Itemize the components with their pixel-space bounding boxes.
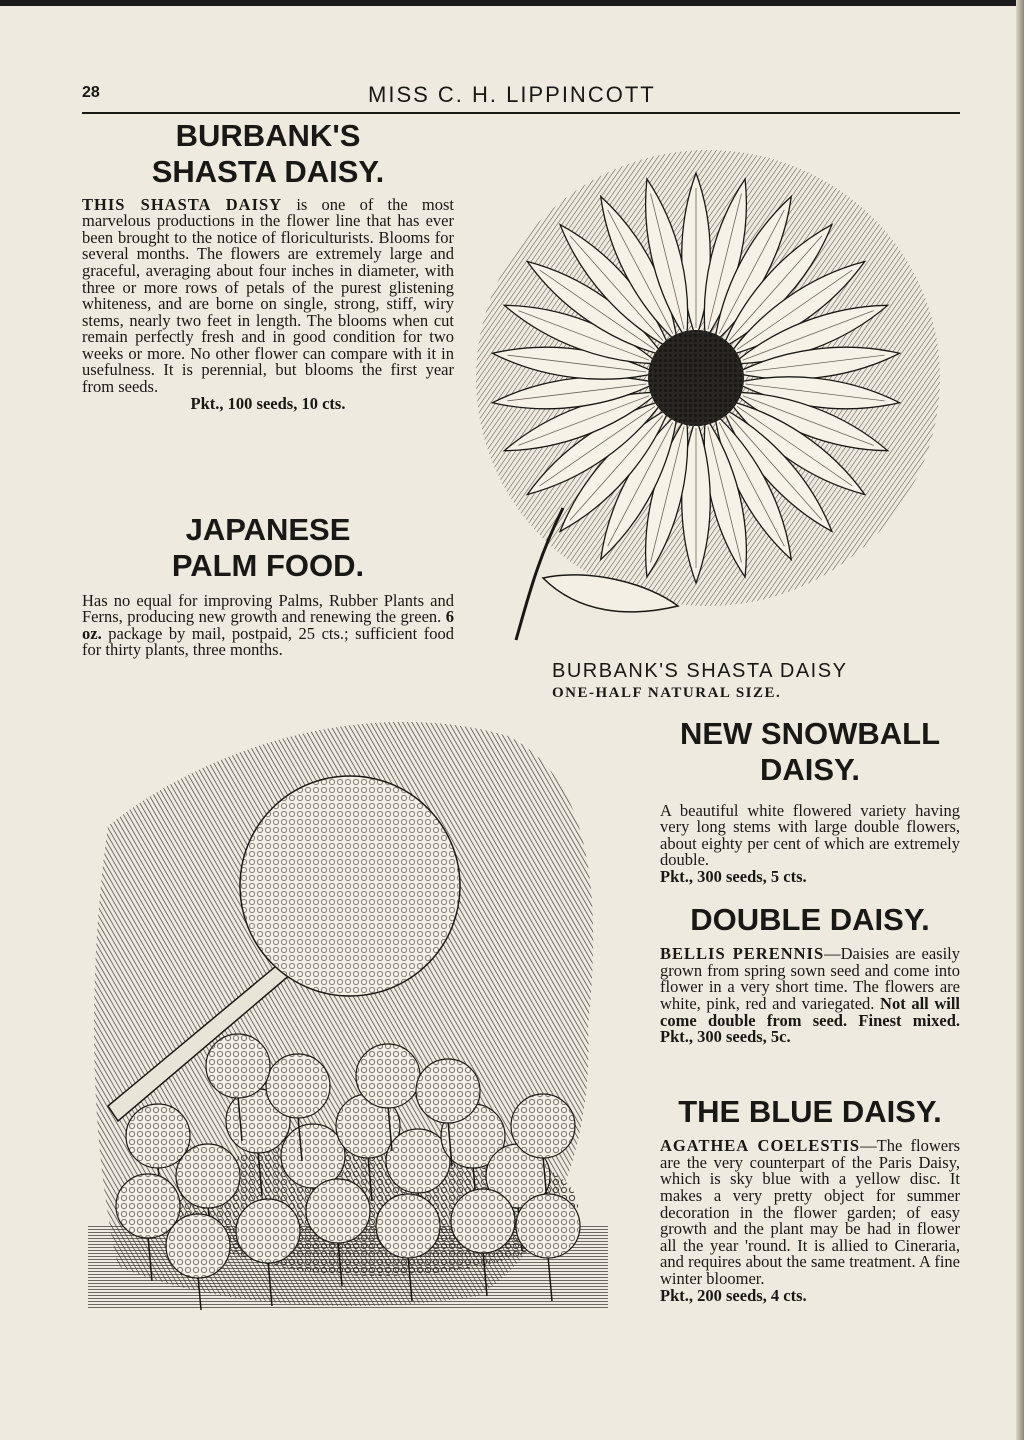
snowball-bloom-texture [176, 1144, 240, 1208]
figure-caption: BURBANK'S SHASTA DAISY [552, 660, 848, 682]
snowball-bloom-texture [236, 1199, 300, 1263]
snowball-bloom-texture [356, 1044, 420, 1108]
snowball-bloom-texture [126, 1104, 190, 1168]
palm-amount: 25 cts. [298, 623, 345, 643]
figure-subcaption: ONE-HALF NATURAL SIZE. [552, 685, 782, 701]
snowball-body [660, 800, 960, 886]
snowball-bloom-texture [166, 1214, 230, 1278]
scan-right-edge [1016, 0, 1024, 1440]
palm-section [82, 512, 454, 659]
snowball-bloom-texture [516, 1194, 580, 1258]
snowball-bloom-texture [386, 1129, 450, 1193]
page-number: 28 [82, 84, 100, 101]
palm-qty: 6 oz. [82, 607, 454, 643]
double-title: DOUBLE DAISY. [690, 902, 930, 937]
snowball-bloom-texture [116, 1174, 180, 1238]
snowball-bloom-texture [206, 1034, 270, 1098]
header-rule [82, 112, 960, 114]
double-section [660, 902, 960, 1046]
blue-price: Pkt., 200 seeds, 4 cts. [660, 1285, 807, 1305]
palm-text-3: ; sufficient food for thirty plants, three months. [82, 623, 454, 660]
snowball-price: Pkt., 300 seeds, 5 cts. [660, 866, 807, 886]
double-lead: BELLIS PERENNIS [660, 944, 825, 964]
shasta-figure-caption [552, 660, 912, 702]
blue-body [660, 1138, 960, 1304]
double-price: Pkt., 300 seeds, 5c. [660, 1027, 791, 1047]
double-note: Not all will come double from seed. Finest mixed. [660, 994, 961, 1030]
shasta-section [82, 118, 454, 412]
palm-body [82, 590, 454, 660]
snowball-bloom-texture [266, 1054, 330, 1118]
palm-text: Has no equal for improving Palms, Rubber Plants and Ferns, producing new growth and renewing the green. [82, 590, 454, 627]
snowball-bloom-texture [451, 1189, 515, 1253]
shasta-text: is one of the most marvelous productions in the flower line that has ever been brought to the notice of floriculturists. Blooms for several months. The flowers are extremely large and graceful, averaging about four inches in diameter, with three or more rows of petals of the purest glistening whiteness, and are borne on single, strong, stiff, wiry stems, nearly two feet in length. The blooms when cut remain perfectly fresh and in good condition for two weeks or more. No other flower can compare with it in usefulness. It is perennial, but blooms the first year from seeds. [82, 194, 455, 397]
blue-text: —The flowers are the very counterpart of the Paris Daisy, which is sky blue with a yellow disc. It makes a very pretty object for summer decoration in the flower garden; of easy growth and the plant may be had in flower all the year 'round. It is allied to Cineraria, and requires about the same treatment. A fine winter bloomer. [660, 1136, 961, 1289]
scan-top-edge [0, 0, 1024, 6]
blue-title: THE BLUE DAISY. [678, 1094, 942, 1129]
snowball-bloom-texture [281, 1124, 345, 1188]
snowball-title: NEW SNOWBALL DAISY. [679, 716, 941, 788]
palm-text-2: package by mail, postpaid, [108, 623, 292, 643]
shasta-body [82, 194, 455, 413]
snowball-bloom-texture [376, 1194, 440, 1258]
blue-section [660, 1094, 960, 1304]
snowball-bloom-texture [511, 1094, 575, 1158]
snowball-text: A beautiful white flowered variety having very long stems with large double flowers, about eighty per cent of which are extremely double. [660, 800, 960, 870]
palm-title: JAPANESE PALM FOOD. [171, 512, 365, 584]
shasta-daisy-engraving [468, 128, 958, 658]
shasta-lead: THIS SHASTA DAISY [82, 194, 283, 214]
snowball-section [660, 716, 960, 886]
double-body [660, 946, 960, 1046]
snowball-bloom-texture [416, 1059, 480, 1123]
running-title: MISS C. H. LIPPINCOTT [368, 82, 656, 107]
shasta-price: Pkt., 100 seeds, 10 cts. [190, 393, 346, 413]
blue-lead: AGATHEA COELESTIS [660, 1136, 861, 1156]
running-head [82, 84, 962, 108]
double-text: —Daisies are easily grown from spring sown seed and come into flower in a very short time. The flowers are white, pink, red and variegated. [660, 944, 960, 1014]
snowball-bloom-texture [306, 1179, 370, 1243]
shasta-title: BURBANK'S SHASTA DAISY. [151, 118, 385, 190]
snowball-daisy-engraving [88, 706, 608, 1310]
